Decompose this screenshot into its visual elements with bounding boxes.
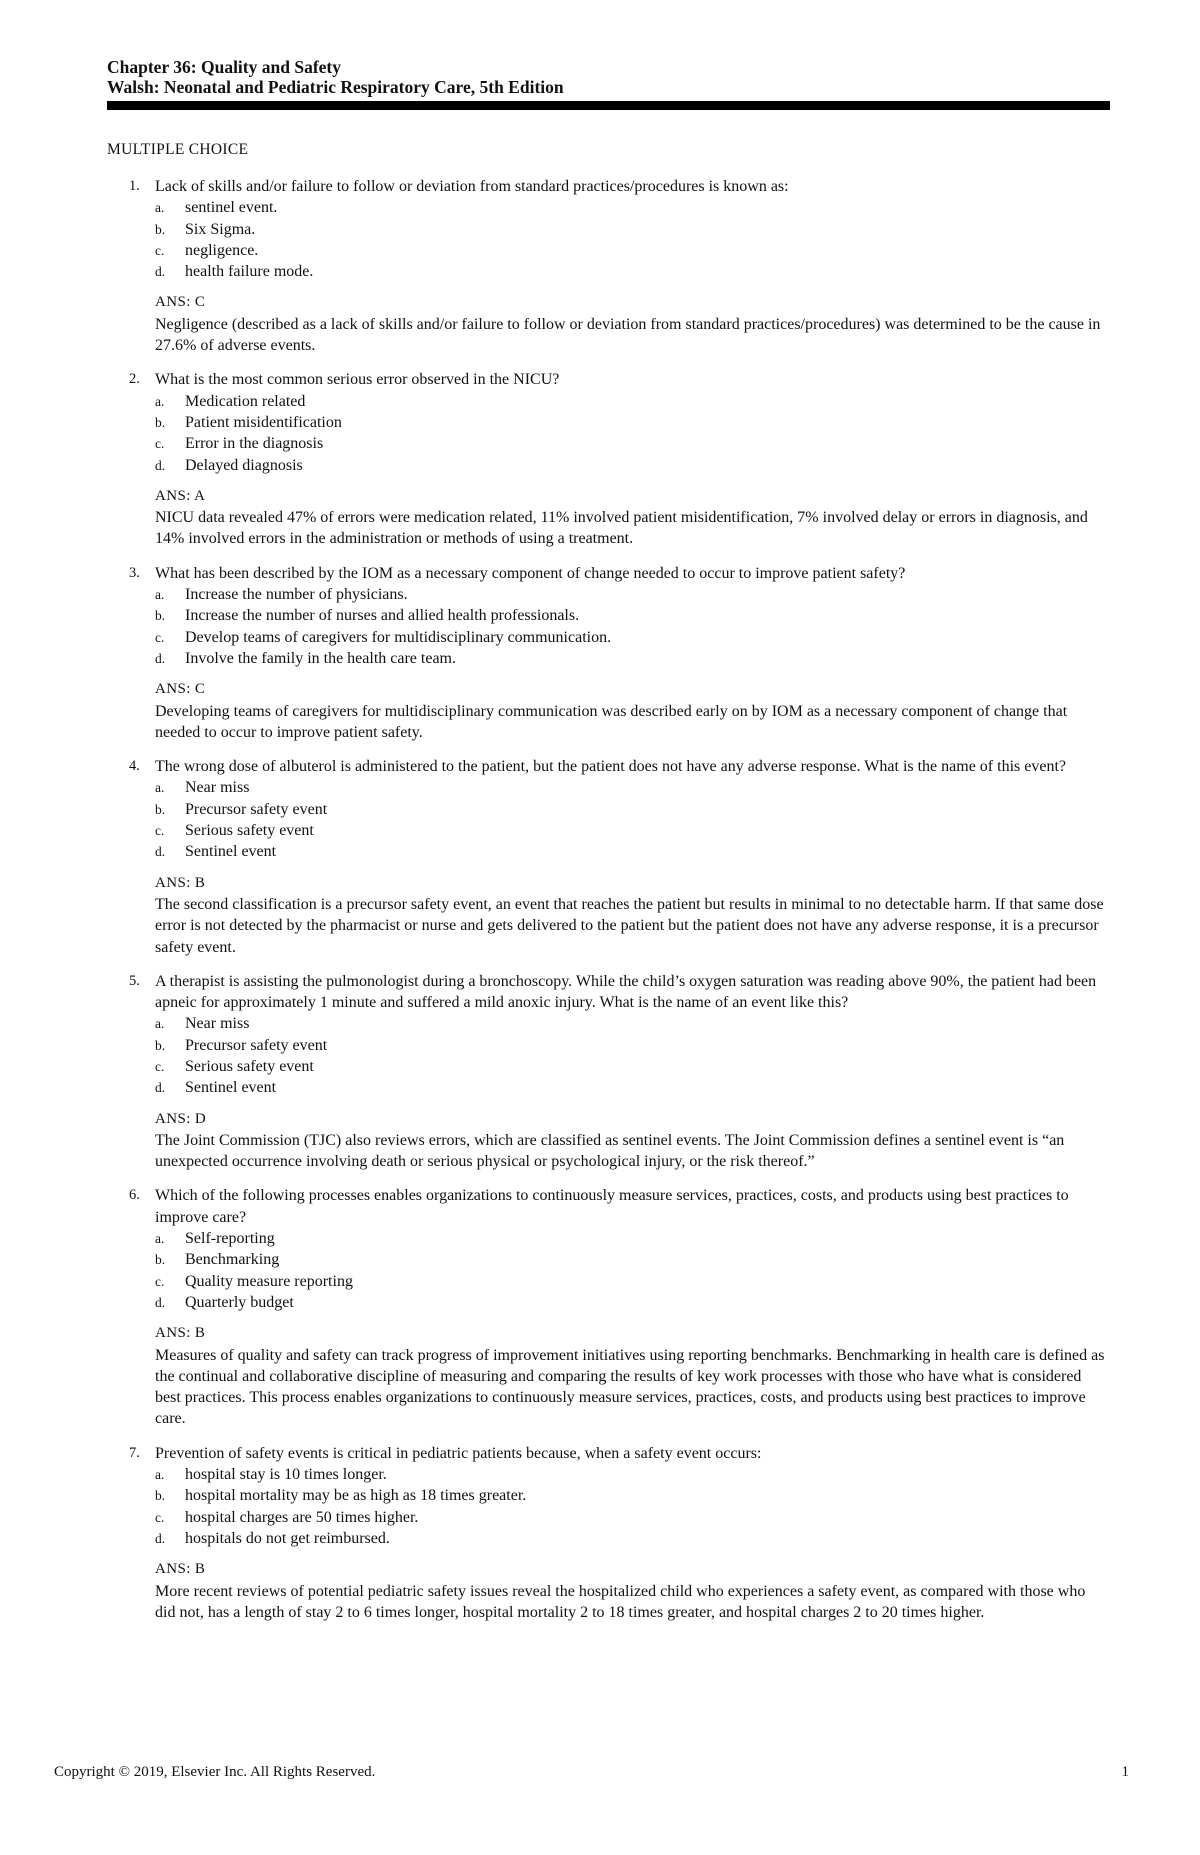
option-text: Quality measure reporting [185, 1272, 353, 1290]
option [155, 1077, 1107, 1098]
option-letter: d. [155, 264, 166, 280]
option [155, 1528, 1107, 1549]
option-text: Medication related [185, 392, 306, 410]
option [155, 1249, 1107, 1270]
option-text: Serious safety event [185, 822, 314, 840]
option-letter: b. [155, 1252, 166, 1268]
answer-block [155, 486, 1107, 550]
option [155, 841, 1107, 862]
option-letter: a. [155, 1467, 165, 1483]
answer-key: ANS: B [155, 1325, 206, 1342]
answer-rationale: More recent reviews of potential pediatric safety issues reveal the hospitalized child who experiences a safety event, as compared with those who did not, has a length of stay 2 to 6 times longer, hospital mortality 2 to 18 times greater, and hospital charges 2 to 20 times higher. [155, 1582, 1086, 1621]
header-rule [107, 101, 1110, 110]
option-text: Self-reporting [185, 1230, 275, 1248]
option [155, 799, 1107, 820]
question-text: The wrong dose of albuterol is administered to the patient, but the patient does not have any adverse response. What is the name of this event? [155, 758, 1066, 776]
chapter-title: Chapter 36: Quality and Safety [107, 57, 341, 77]
question [107, 369, 1107, 549]
option [155, 1464, 1107, 1485]
question-text: What is the most common serious error observed in the NICU? [155, 371, 560, 389]
option [155, 391, 1107, 412]
option-letter: b. [155, 1488, 166, 1504]
option [155, 1485, 1107, 1506]
option-text: hospital mortality may be as high as 18 times greater. [185, 1487, 527, 1505]
option-text: Sentinel event [185, 843, 277, 861]
option [155, 1056, 1107, 1077]
option-text: Patient misidentification [185, 413, 342, 431]
question [107, 1185, 1107, 1429]
option-letter: a. [155, 1231, 165, 1247]
question-list [107, 176, 1107, 1636]
question-text: Lack of skills and/or failure to follow or deviation from standard practices/procedures is known as: [155, 178, 789, 195]
option-text: Precursor safety event [185, 1036, 328, 1054]
answer-rationale: NICU data revealed 47% of errors were medication related, 11% involved patient misidentification, 7% involved delay or errors in diagnosis, and 14% involved errors in the administration or methods of using a treatment. [155, 509, 1088, 548]
option-letter: d. [155, 844, 166, 860]
option-text: Benchmarking [185, 1251, 280, 1269]
question-text: What has been described by the IOM as a necessary component of change needed to occur to improve patient safety? [155, 564, 906, 582]
question [107, 1443, 1107, 1623]
option-list [107, 1228, 1107, 1313]
option-letter: c. [155, 1509, 165, 1525]
option-letter: c. [155, 823, 165, 839]
option-text: Six Sigma. [185, 220, 256, 238]
question-number: 5. [129, 972, 140, 989]
copyright-notice: Copyright © 2019, Elsevier Inc. All Rights Reserved. [54, 1764, 376, 1780]
option-letter: a. [155, 393, 165, 409]
answer-rationale: Measures of quality and safety can track progress of improvement initiatives using reporting benchmarks. Benchmarking in health care is defined as the continual and collaborative discipline of measuring and comparing the results of key work processes with those who have what is considered best practices. This process enables organizations to continuously measure services, practices, costs, and products using best practices to improve care. [155, 1346, 1105, 1428]
option-letter: a. [155, 1016, 165, 1032]
option-letter: c. [155, 1273, 165, 1289]
question [107, 176, 1107, 356]
option [155, 1292, 1107, 1313]
answer-rationale: The Joint Commission (TJC) also reviews errors, which are classified as sentinel events. The Joint Commission defines a sentinel event is “an unexpected occurrence involving death or serious physical or psychological injury, or the risk thereof.” [155, 1131, 1065, 1171]
option [155, 648, 1107, 669]
option [155, 605, 1107, 626]
question [107, 756, 1107, 958]
option-letter: a. [155, 587, 165, 603]
option [155, 627, 1107, 648]
option-text: Involve the family in the health care team. [185, 649, 456, 667]
option-text: Increase the number of physicians. [185, 586, 408, 604]
question-text: A therapist is assisting the pulmonologist during a bronchoscopy. While the child’s oxygen saturation was reading above 90%, the patient had been apneic for approximately 1 minute and suffered a mild anoxic injury. What is the name of an event like this? [155, 972, 1097, 1012]
answer-block [155, 873, 1107, 958]
book-title: Walsh: Neonatal and Pediatric Respiratory Care, 5th Edition [107, 77, 564, 97]
option-text: Serious safety event [185, 1057, 314, 1075]
question-number: 2. [129, 371, 140, 388]
option-letter: c. [155, 436, 165, 452]
option-letter: b. [155, 221, 166, 237]
answer-rationale: The second classification is a precursor safety event, an event that reaches the patient but results in minimal to no detectable harm. If that same dose error is not detected by the pharmacist or nurse and gets delivered to the patient but the patient does not have any adverse response, it is a precursor safety event. [155, 895, 1104, 956]
option-list [107, 1013, 1107, 1098]
answer-key: ANS: A [155, 487, 206, 504]
option-text: Near miss [185, 1015, 250, 1033]
option-letter: b. [155, 801, 166, 817]
option [155, 240, 1107, 261]
question-number: 1. [129, 178, 140, 194]
answer-block [155, 1559, 1107, 1623]
option [155, 777, 1107, 798]
option-text: sentinel event. [185, 199, 278, 217]
question [107, 563, 1107, 743]
option [155, 412, 1107, 433]
option-letter: c. [155, 629, 165, 645]
answer-block [155, 679, 1107, 743]
option-text: hospital charges are 50 times higher. [185, 1508, 419, 1526]
option-letter: d. [155, 457, 166, 473]
option [155, 219, 1107, 240]
option-list [107, 584, 1107, 669]
option-text: Quarterly budget [185, 1293, 294, 1311]
option [155, 433, 1107, 454]
option [155, 584, 1107, 605]
question-text: Which of the following processes enables organizations to continuously measure services, practices, costs, and products using best practices to improve care? [155, 1187, 1069, 1226]
option-letter: c. [155, 242, 165, 258]
option-text: Error in the diagnosis [185, 435, 324, 453]
answer-key: ANS: B [155, 874, 206, 891]
question-number: 3. [129, 564, 140, 581]
option-letter: b. [155, 1037, 166, 1053]
question-number: 6. [129, 1187, 140, 1204]
option-list [107, 777, 1107, 862]
answer-block [155, 1323, 1107, 1429]
option [155, 1035, 1107, 1056]
question-text: Prevention of safety events is critical in pediatric patients because, when a safety event occurs: [155, 1444, 762, 1462]
option [155, 261, 1107, 282]
answer-block [155, 292, 1107, 356]
question-number: 7. [129, 1444, 140, 1461]
option-text: Precursor safety event [185, 800, 328, 818]
option-text: hospitals do not get reimbursed. [185, 1529, 390, 1547]
option-letter: d. [155, 1530, 166, 1546]
option [155, 1507, 1107, 1528]
page-header [107, 57, 1110, 97]
option-text: hospital stay is 10 times longer. [185, 1466, 387, 1484]
question-number: 4. [129, 758, 140, 775]
option-text: Increase the number of nurses and allied health professionals. [185, 607, 580, 625]
option-letter: b. [155, 414, 166, 430]
option-letter: d. [155, 1294, 166, 1310]
option-letter: c. [155, 1058, 165, 1074]
page-number: 1 [1121, 1764, 1129, 1780]
option-letter: a. [155, 200, 165, 216]
answer-key: ANS: D [155, 1110, 207, 1127]
option-text: Delayed diagnosis [185, 456, 303, 474]
option-letter: d. [155, 1080, 166, 1096]
option-list [107, 197, 1107, 282]
answer-key: ANS: C [155, 681, 206, 698]
option-letter: a. [155, 780, 165, 796]
option [155, 455, 1107, 476]
answer-rationale: Negligence (described as a lack of skills and/or failure to follow or deviation from standard practices/procedures) was determined to be the cause in 27.6% of adverse events. [155, 315, 1101, 355]
option-text: Develop teams of caregivers for multidisciplinary communication. [185, 628, 612, 646]
option-text: negligence. [185, 241, 259, 259]
option-text: Near miss [185, 779, 250, 797]
option-list [107, 1464, 1107, 1549]
option-letter: d. [155, 650, 166, 666]
answer-rationale: Developing teams of caregivers for multidisciplinary communication was described early on by IOM as a necessary component of change that needed to occur to improve patient safety. [155, 702, 1068, 741]
option [155, 1228, 1107, 1249]
option [155, 197, 1107, 218]
section-title: MULTIPLE CHOICE [107, 141, 249, 158]
answer-block [155, 1109, 1107, 1173]
option-text: Sentinel event [185, 1079, 277, 1097]
option [155, 820, 1107, 841]
option-text: health failure mode. [185, 263, 314, 281]
question [107, 971, 1107, 1173]
option [155, 1271, 1107, 1292]
option [155, 1013, 1107, 1034]
answer-key: ANS: B [155, 1561, 206, 1578]
option-list [107, 391, 1107, 476]
answer-key: ANS: C [155, 294, 206, 311]
option-letter: b. [155, 608, 166, 624]
